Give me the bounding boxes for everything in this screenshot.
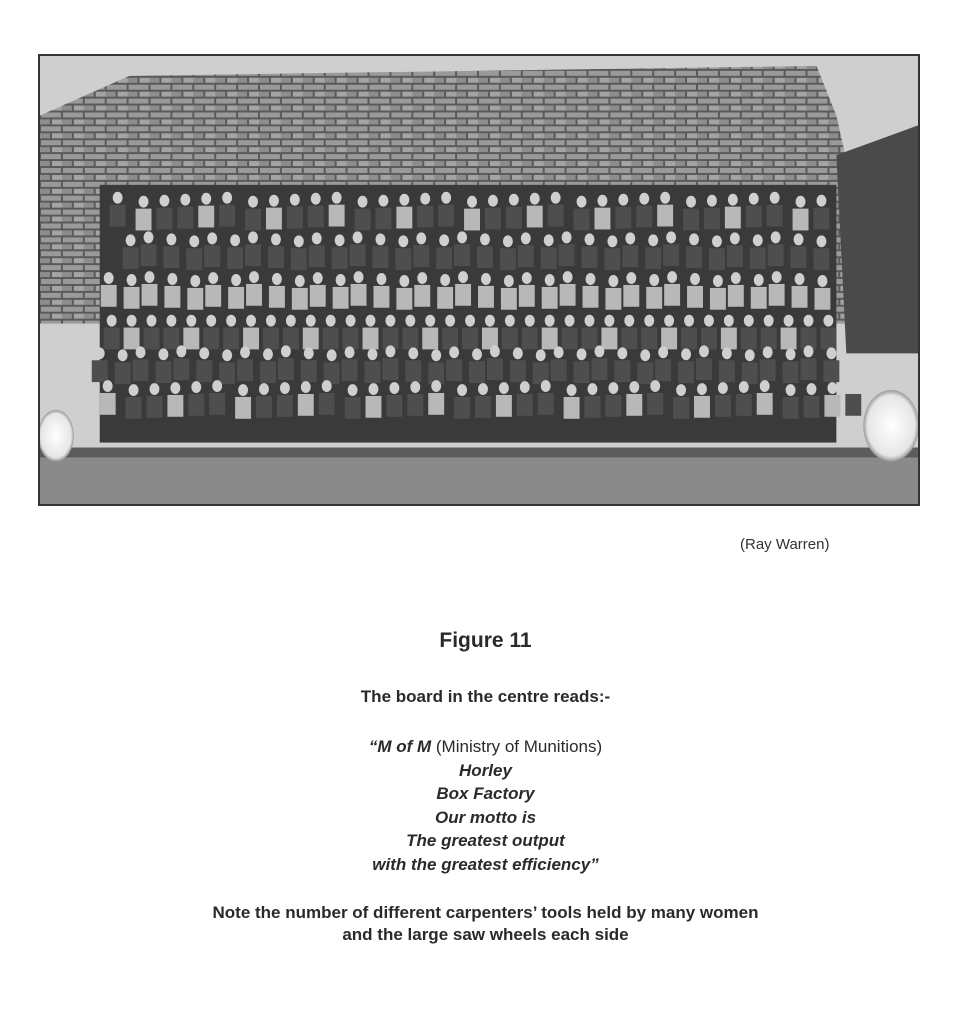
quote-line-3: Box Factory	[436, 784, 535, 804]
quote-line-5: The greatest output	[406, 831, 565, 851]
group-photograph	[38, 54, 920, 506]
quote-line-1-plain: (Ministry of Munitions)	[431, 737, 603, 756]
board-intro: The board in the centre reads:-	[360, 687, 611, 706]
note-line-2: and the large saw wheels each side	[342, 925, 629, 944]
quote-line-1-bold: “M of M	[368, 737, 432, 756]
group-photo-icon	[40, 56, 918, 504]
note-line-1: Note the number of different carpenters’ tools held by many women	[212, 903, 759, 922]
caption-note	[0, 902, 971, 946]
board-quote	[0, 735, 971, 877]
photo-credit: (Ray Warren)	[740, 536, 830, 553]
quote-line-1	[0, 735, 971, 759]
quote-line-6: with the greatest efficiency”	[372, 854, 599, 874]
quote-line-2: Horley	[459, 760, 512, 780]
quote-line-4: Our motto is	[434, 807, 537, 827]
figure-title: Figure 11	[439, 629, 532, 652]
